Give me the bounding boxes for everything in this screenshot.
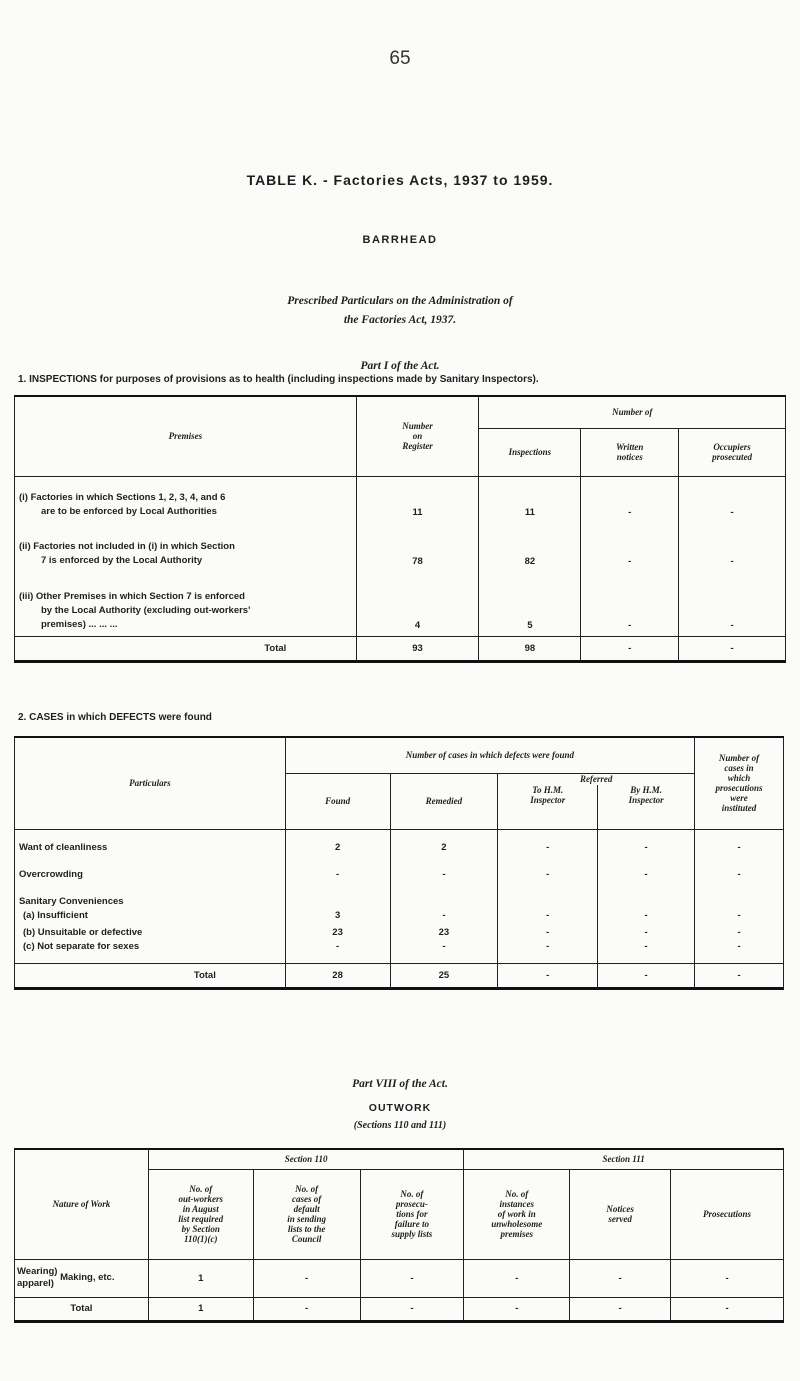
subtitle-line-2: the Factories Act, 1937. xyxy=(343,314,457,326)
total-row: Total 1 - - - - - xyxy=(15,1297,784,1321)
table-row: (a) Insufficient 3 - - - - xyxy=(15,907,784,924)
written-notices-header: Written notices xyxy=(581,428,679,476)
found-header: Found xyxy=(285,773,390,829)
table-row: (c) Not separate for sexes - - - - - xyxy=(15,941,784,963)
section-1-heading: 1. INSPECTIONS for purposes of provisions as to health (including inspections made by Sanitary Inspectors). xyxy=(18,374,539,385)
total-row: Total 93 98 - - xyxy=(15,636,786,661)
table-row: Sanitary Conveniences xyxy=(15,880,784,907)
table-row: Wearing) apparel) Making, etc. 1 - - - - - xyxy=(15,1259,784,1297)
district-name: BARRHEAD xyxy=(362,234,438,246)
defects-table xyxy=(14,736,784,990)
page-number: 65 xyxy=(389,48,411,69)
section-111-header: Section 111 xyxy=(464,1149,784,1169)
occupiers-prosecuted-header: Occupiers prosecuted xyxy=(679,428,786,476)
inspections-table xyxy=(14,395,786,663)
outwork-table xyxy=(14,1148,784,1323)
table-row: (iii) Other Premises in which Section 7 is enforced by the Local Authority (excluding out-workers' premises) ... ... ... 4 5 - - xyxy=(15,570,786,636)
table-title: TABLE K. - Factories Acts, 1937 to 1959. xyxy=(246,172,554,188)
total-row: Total 28 25 - - - xyxy=(15,963,784,988)
section-2-heading: 2. CASES in which DEFECTS were found xyxy=(18,712,212,723)
by-hm-inspector-header: By H.M. Inspector xyxy=(598,785,695,829)
table-row: (ii) Factories not included in (i) in which Section 7 is enforced by the Local Authority 78 82 - - xyxy=(15,521,786,570)
outwork-sections: (Sections 110 and 111) xyxy=(353,1120,447,1131)
part-1-heading: Part I of the Act. xyxy=(360,360,440,372)
unwholesome-instances-header: No. of instances of work in unwholesome premises xyxy=(464,1169,570,1259)
premises-header: Premises xyxy=(15,396,357,476)
subtitle-line-1: Prescribed Particulars on the Administration of xyxy=(287,295,513,307)
table-row: (b) Unsuitable or defective 23 23 - - - xyxy=(15,924,784,941)
section-110-header: Section 110 xyxy=(148,1149,464,1169)
notices-served-header: Notices served xyxy=(570,1169,671,1259)
nature-of-work-header: Nature of Work xyxy=(15,1149,149,1259)
remedied-header: Remedied xyxy=(390,773,498,829)
register-header: Number on Register xyxy=(356,396,479,476)
table-row: (i) Factories in which Sections 1, 2, 3, 4, and 6 are to be enforced by Local Authorities 11 11 - - xyxy=(15,476,786,521)
cases-found-header: Number of cases in which defects were found xyxy=(285,737,694,773)
to-hm-inspector-header: To H.M. Inspector xyxy=(498,785,598,829)
outwork-heading: OUTWORK xyxy=(368,1102,432,1114)
table-row: Want of cleanliness 2 2 - - - xyxy=(15,829,784,853)
inspections-header: Inspections xyxy=(479,428,581,476)
table-row: Overcrowding - - - - - xyxy=(15,853,784,880)
subtitle xyxy=(0,292,800,330)
referred-header: Referred xyxy=(498,773,695,785)
list-prosecutions-header: No. of prosecu- tions for failure to supply lists xyxy=(360,1169,464,1259)
number-of-header: Number of xyxy=(479,396,786,428)
particulars-header: Particulars xyxy=(15,737,286,829)
outworkers-header: No. of out-workers in August list required by Section 110(1)(c) xyxy=(148,1169,253,1259)
prosecutions-instituted-header: Number of cases in which prosecutions were instituted xyxy=(695,737,784,829)
default-cases-header: No. of cases of default in sending lists to the Council xyxy=(253,1169,360,1259)
part-8-heading: Part VIII of the Act. xyxy=(352,1078,448,1090)
prosecutions-header: Prosecutions xyxy=(671,1169,784,1259)
